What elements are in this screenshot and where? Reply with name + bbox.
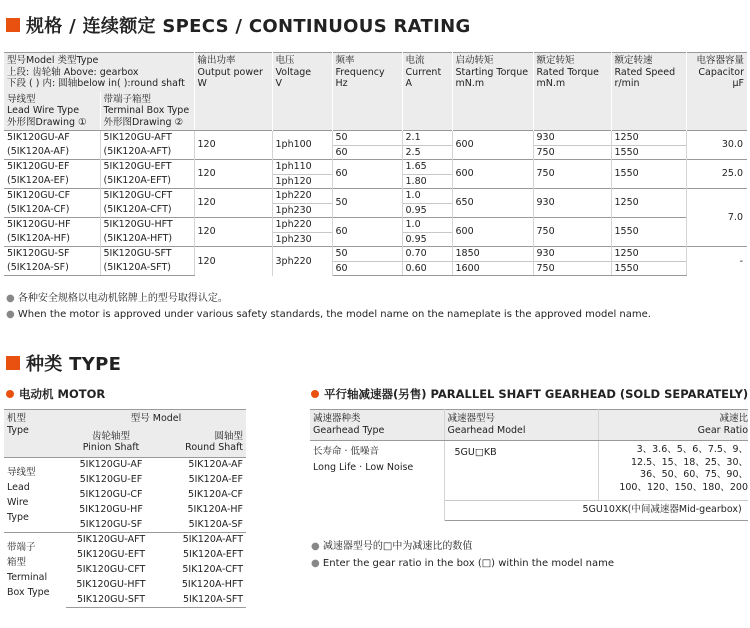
bullet-icon: ● <box>311 541 320 552</box>
bullet-icon: ● <box>311 558 320 569</box>
round-shaft-header: 圆轴型 Round Shaft <box>156 428 246 458</box>
spec-row: (5IK120A-SF) (5IK120A-SFT) 60 0.60 1600 750 1550 <box>4 261 747 276</box>
section-marker-icon <box>6 18 20 32</box>
spec-row: (5IK120A-EF) (5IK120A-EFT) 1ph120 1.80 <box>4 174 747 189</box>
table-row: 5IK120GU-CF 5IK120A-CF <box>79 488 244 500</box>
spec-row: 5IK120GU-EF 5IK120GU-EFT 120 1ph110 60 1.65 600 750 1550 25.0 <box>4 160 747 175</box>
specs-notes <box>6 291 651 323</box>
terminal-box-header: 带端子箱型 Terminal Box Type 外形图Drawing ② <box>100 92 194 131</box>
spec-row: (5IK120A-AF) (5IK120A-AFT) 60 2.5 750 1550 <box>4 145 747 160</box>
specs-title: 规格 / 连续额定 SPECS / CONTINUOUS RATING <box>26 16 471 37</box>
table-row: 带端子 箱型 Terminal Box Type 5IK120GU-AFT 5IK120A-AFT <box>4 532 246 547</box>
mid-gearbox-model: 5GU10XK(中间减速器Mid-gearbox) <box>444 501 748 521</box>
motor-model-header: 型号 Model <box>66 410 246 428</box>
bullet-icon: ● <box>6 309 15 320</box>
table-row: 5IK120GU-HF 5IK120A-HF <box>79 503 244 515</box>
specs-section-title <box>6 12 471 38</box>
rated-speed-header: 额定转速 Rated Speed r/min <box>611 53 686 131</box>
pinion-shaft-header: 齿轮轴型 Pinion Shaft <box>66 428 156 458</box>
motor-heading: 电动机 MOTOR <box>6 386 105 402</box>
section-marker-icon <box>6 356 20 370</box>
gearhead-notes: ● 减速器型号的□中为减速比的数值 ● Enter the gear ratio in the box (□) within the model name <box>311 541 615 569</box>
table-row: 5IK120GU-SFT 5IK120A-SFT <box>4 592 246 607</box>
table-row: 5IK120GU-CFT 5IK120A-CFT <box>76 563 244 575</box>
table-row: 5IK120GU-EF 5IK120A-EF <box>79 473 244 485</box>
spec-row: (5IK120A-HF) (5IK120A-HFT) 1ph230 0.95 <box>4 232 747 247</box>
lead-wire-header: 导线型 Lead Wire Type 外形图Drawing ① <box>4 92 100 131</box>
motor-type-header: 机型 Type <box>4 410 66 458</box>
current-header: 电流 Current A <box>402 53 452 131</box>
spec-row: 5IK120GU-SF 5IK120GU-SFT 120 3ph220 50 0.70 1850 930 1250 - <box>4 247 747 262</box>
table-row: 导线型 Lead Wire Type 5IK120GU-AF 5IK120A-AF <box>4 457 246 472</box>
rated-torque-header: 额定转矩 Rated Torque mN.m <box>533 53 611 131</box>
lead-wire-type-label: 导线型 Lead Wire Type <box>4 457 66 532</box>
table-row <box>310 441 748 501</box>
gear-ratio-header: 减速比 Gear Ratio <box>598 410 748 441</box>
type-section-title <box>6 350 121 376</box>
voltage-header: 电压 Voltage V <box>272 53 332 131</box>
table-row: 5IK120GU-SF 5IK120A-SF <box>79 518 244 530</box>
capacitor-header: 电容器容量 Capacitor μF <box>686 53 747 131</box>
bullet-icon <box>6 390 14 398</box>
gear-ratio-values: 3、3.6、5、6、7.5、9、 12.5、15、18、25、30、 36、50、60、75、90、 100、120、150、180、200 <box>619 444 748 493</box>
type-title: 种类 TYPE <box>26 354 122 375</box>
table-row: 5IK120GU-HFT 5IK120A-HFT <box>76 578 244 590</box>
spec-row: (5IK120A-CF) (5IK120A-CFT) 1ph230 0.95 <box>4 203 747 218</box>
power-header: 输出功率 Output power W <box>194 53 272 131</box>
table-row: 5IK120GU-EFT 5IK120A-EFT <box>76 548 244 560</box>
gearhead-table <box>310 409 748 521</box>
motor-table <box>4 409 246 608</box>
gearhead-type-value: 长寿命 · 低噪音 Long Life · Low Noise <box>310 441 444 521</box>
gearhead-type-header: 减速器种类 Gearhead Type <box>310 410 444 441</box>
bullet-icon: ● <box>6 293 15 304</box>
spec-row: 5IK120GU-HF 5IK120GU-HFT 120 1ph220 60 1.0 600 750 1550 <box>4 218 747 233</box>
starting-torque-header: 启动转矩 Starting Torque mN.m <box>452 53 533 131</box>
gearhead-model-header: 减速器型号 Gearhead Model <box>444 410 598 441</box>
frequency-header: 频率 Frequency Hz <box>332 53 402 131</box>
spec-row: 5IK120GU-CF 5IK120GU-CFT 120 1ph220 50 1.0 650 930 1250 7.0 <box>4 189 747 204</box>
note-en: When the motor is approved under various safety standards, the model name on the nameplate is the approved model name. <box>17 309 651 320</box>
note-cn: 各种安全规格以电动机铭牌上的型号取得认定。 <box>17 293 228 304</box>
bullet-icon <box>311 390 319 398</box>
gearhead-heading: 平行轴减速器(另售) PARALLEL SHAFT GEARHEAD (SOLD SEPARATELY) <box>311 386 748 402</box>
spec-row: 5IK120GU-AF 5IK120GU-AFT 120 1ph100 50 2.1 600 930 1250 30.0 <box>4 131 747 146</box>
terminal-box-type-label: 带端子 箱型 Terminal Box Type <box>4 532 66 607</box>
gearhead-model-value: 5GU□KB <box>444 441 598 501</box>
specs-table <box>4 52 747 276</box>
model-type-header: 型号Model 类型Type 上段: 齿轮轴 Above: gearbox 下段 ( ) 内: 圆轴below in( ):round shaft <box>4 53 194 92</box>
